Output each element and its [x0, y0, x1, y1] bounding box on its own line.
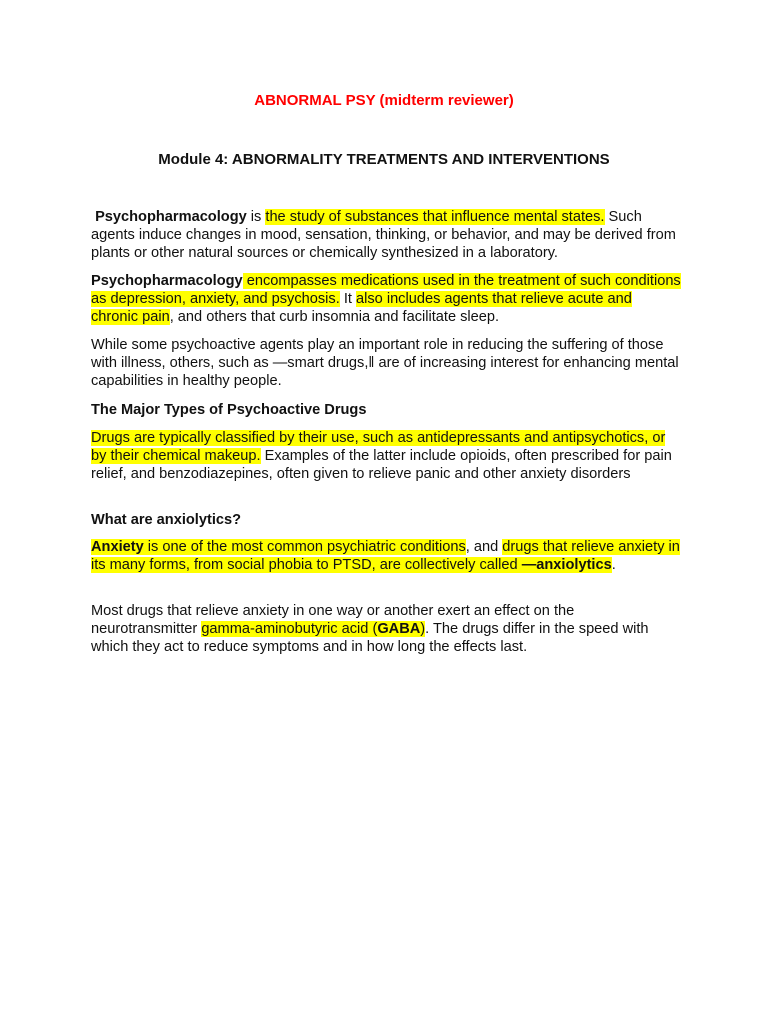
highlight-classification: Drugs are typically classified by their use, such as antidepressants and antipsychotics, or by their chemical makeup. — [91, 430, 666, 464]
document-title: ABNORMAL PSY (midterm reviewer) — [254, 92, 514, 109]
text-gaba-intro: Most drugs that relieve anxiety in one way or another exert an effect on the neurotransmitter — [91, 603, 575, 637]
paragraph-psychopharmacology-scope — [91, 272, 681, 326]
term-anxiolytics: —anxiolytics — [521, 557, 612, 573]
highlight-close-paren: ) — [420, 621, 426, 637]
highlight-relieve-anxiety: drugs that relieve anxiety in its many forms, from social phobia to PTSD, are collectively called — [91, 539, 680, 573]
text-rest-2: , and others that curb insomnia and facilitate sleep. — [169, 309, 500, 325]
text-smart-drugs: While some psychoactive agents play an important role in reducing the suffering of those with illness, others, such as —smart drugs,‖ are of increasing interest for enhancing mental capabilities in healthy people. — [91, 337, 679, 389]
text-rest: Such agents induce changes in mood, sensation, thinking, or behavior, and may be derived from plants or other natural sources or chemically synthesized in a laboratory. — [91, 209, 676, 261]
text-is: is — [246, 209, 266, 225]
module-heading: Module 4: ABNORMALITY TREATMENTS AND INTERVENTIONS — [158, 151, 610, 168]
highlight-gamma-aminobutyric: gamma-aminobutyric acid ( — [201, 621, 378, 637]
text-examples: Examples of the latter include opioids, often prescribed for pain relief, and benzodiazepines, often given to relieve panic and other anxiety disorders — [91, 448, 672, 482]
text-period: . — [611, 557, 616, 573]
paragraph-drug-classification — [91, 429, 681, 483]
highlight-common-condition: is one of the most common psychiatric conditions — [143, 539, 466, 555]
highlight-medications: encompasses medications used in the treatment of such conditions as depression, anxiety, and psychosis. — [91, 273, 681, 307]
paragraph-smart-drugs — [91, 336, 681, 390]
text-it: It — [339, 291, 356, 307]
term-anxiety: Anxiety — [91, 539, 144, 555]
term-gaba: GABA — [377, 621, 421, 637]
text-gaba-rest: . The drugs differ in the speed with which they act to reduce symptoms and in how long the effects last. — [91, 621, 649, 655]
heading-anxiolytics: What are anxiolytics? — [91, 512, 242, 528]
paragraph-gaba — [91, 602, 681, 656]
paragraph-anxiety — [91, 538, 681, 574]
text-and: , and — [465, 539, 503, 555]
heading-major-types: The Major Types of Psychoactive Drugs — [91, 402, 367, 418]
highlight-pain-agents: also includes agents that relieve acute and chronic pain — [91, 291, 632, 325]
highlight-definition: the study of substances that influence mental states. — [265, 209, 605, 225]
term-psychopharmacology-2: Psychopharmacology — [91, 273, 243, 289]
term-psychopharmacology: Psychopharmacology — [95, 209, 247, 225]
paragraph-psychopharmacology-definition — [91, 208, 681, 262]
